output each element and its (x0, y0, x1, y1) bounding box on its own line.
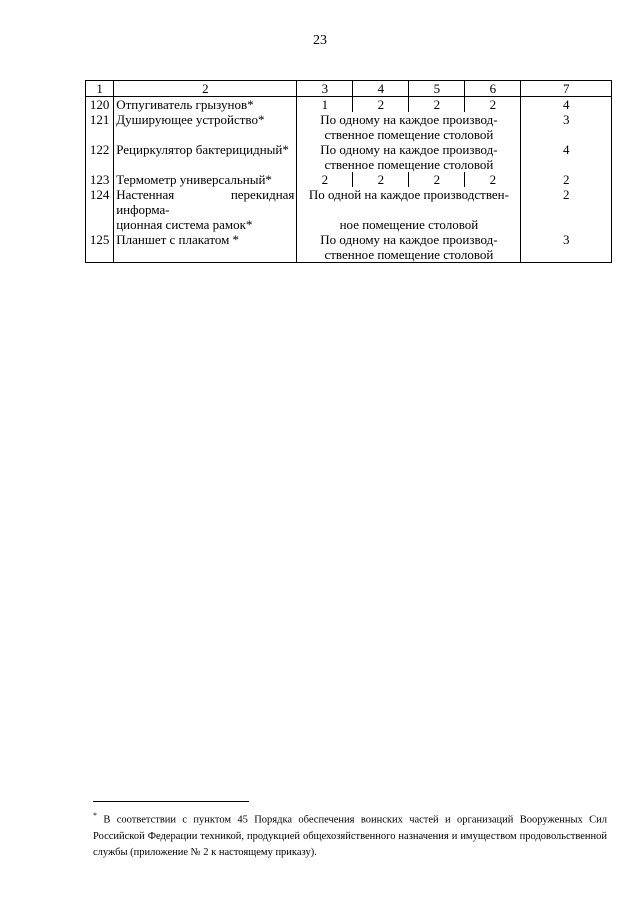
header-col-2: 2 (114, 81, 297, 97)
table-row (86, 142, 612, 157)
footnote (93, 808, 607, 861)
merged-quantity-line1: По одному на каждое производ- (297, 232, 521, 247)
table-row-continuation (86, 157, 612, 172)
qty-col-7: 2 (521, 172, 612, 187)
page-number: 23 (313, 33, 327, 48)
qty-col-4: 2 (353, 97, 409, 113)
row-number: 122 (86, 142, 114, 157)
merged-quantity-line1: По одной на каждое производствен- (297, 187, 521, 217)
row-number: 125 (86, 232, 114, 247)
merged-quantity-line2: ственное помещение столовой (297, 247, 521, 263)
header-col-4: 4 (353, 81, 409, 97)
table-row (86, 187, 612, 217)
equipment-table (85, 80, 612, 263)
item-name: Рециркулятор бактерицидный* (114, 142, 297, 157)
header-col-1: 1 (86, 81, 114, 97)
qty-col-7: 3 (521, 232, 612, 247)
qty-col-3: 1 (297, 97, 353, 113)
header-col-3: 3 (297, 81, 353, 97)
qty-col-5: 2 (409, 97, 465, 113)
merged-quantity-line1: По одному на каждое производ- (297, 112, 521, 127)
qty-col-6: 2 (465, 97, 521, 113)
item-name-line2: ционная система рамок* (114, 217, 297, 232)
item-name: Планшет с плакатом * (114, 232, 297, 247)
table-row (86, 172, 612, 187)
footnote-text: В соответствии с пунктом 45 Порядка обеспечения воинских частей и организаций Вооруженных Сил Российской Федерации техникой, продукцией общехозяйственного назначения и имуществом продовольственной службы (приложение № 2 к настоящему приказу). (93, 814, 607, 858)
table-row (86, 112, 612, 127)
table-row-continuation (86, 247, 612, 263)
item-name-line1: Настенная перекидная информа- (114, 187, 297, 217)
row-number: 121 (86, 112, 114, 127)
qty-col-3: 2 (297, 172, 353, 187)
table-row-continuation (86, 217, 612, 232)
qty-col-4: 2 (353, 172, 409, 187)
item-name: Отпугиватель грызунов* (114, 97, 297, 113)
table-row (86, 232, 612, 247)
header-col-6: 6 (465, 81, 521, 97)
qty-col-7: 4 (521, 142, 612, 157)
table-header-row (86, 81, 612, 97)
table-row (86, 97, 612, 113)
qty-col-7: 2 (521, 187, 612, 217)
row-number: 120 (86, 97, 114, 113)
table-row-continuation (86, 127, 612, 142)
qty-col-7: 4 (521, 97, 612, 113)
header-col-5: 5 (409, 81, 465, 97)
qty-col-6: 2 (465, 172, 521, 187)
header-col-7: 7 (521, 81, 612, 97)
footnote-separator (93, 801, 249, 802)
qty-col-7: 3 (521, 112, 612, 127)
qty-col-5: 2 (409, 172, 465, 187)
merged-quantity-line1: По одному на каждое производ- (297, 142, 521, 157)
footnote-mark: * (93, 811, 97, 820)
merged-quantity-line2: ственное помещение столовой (297, 127, 521, 142)
merged-quantity-line2: ное помещение столовой (297, 217, 521, 232)
merged-quantity-line2: ственное помещение столовой (297, 157, 521, 172)
item-name: Душирующее устройство* (114, 112, 297, 127)
row-number: 123 (86, 172, 114, 187)
row-number: 124 (86, 187, 114, 217)
item-name: Термометр универсальный* (114, 172, 297, 187)
